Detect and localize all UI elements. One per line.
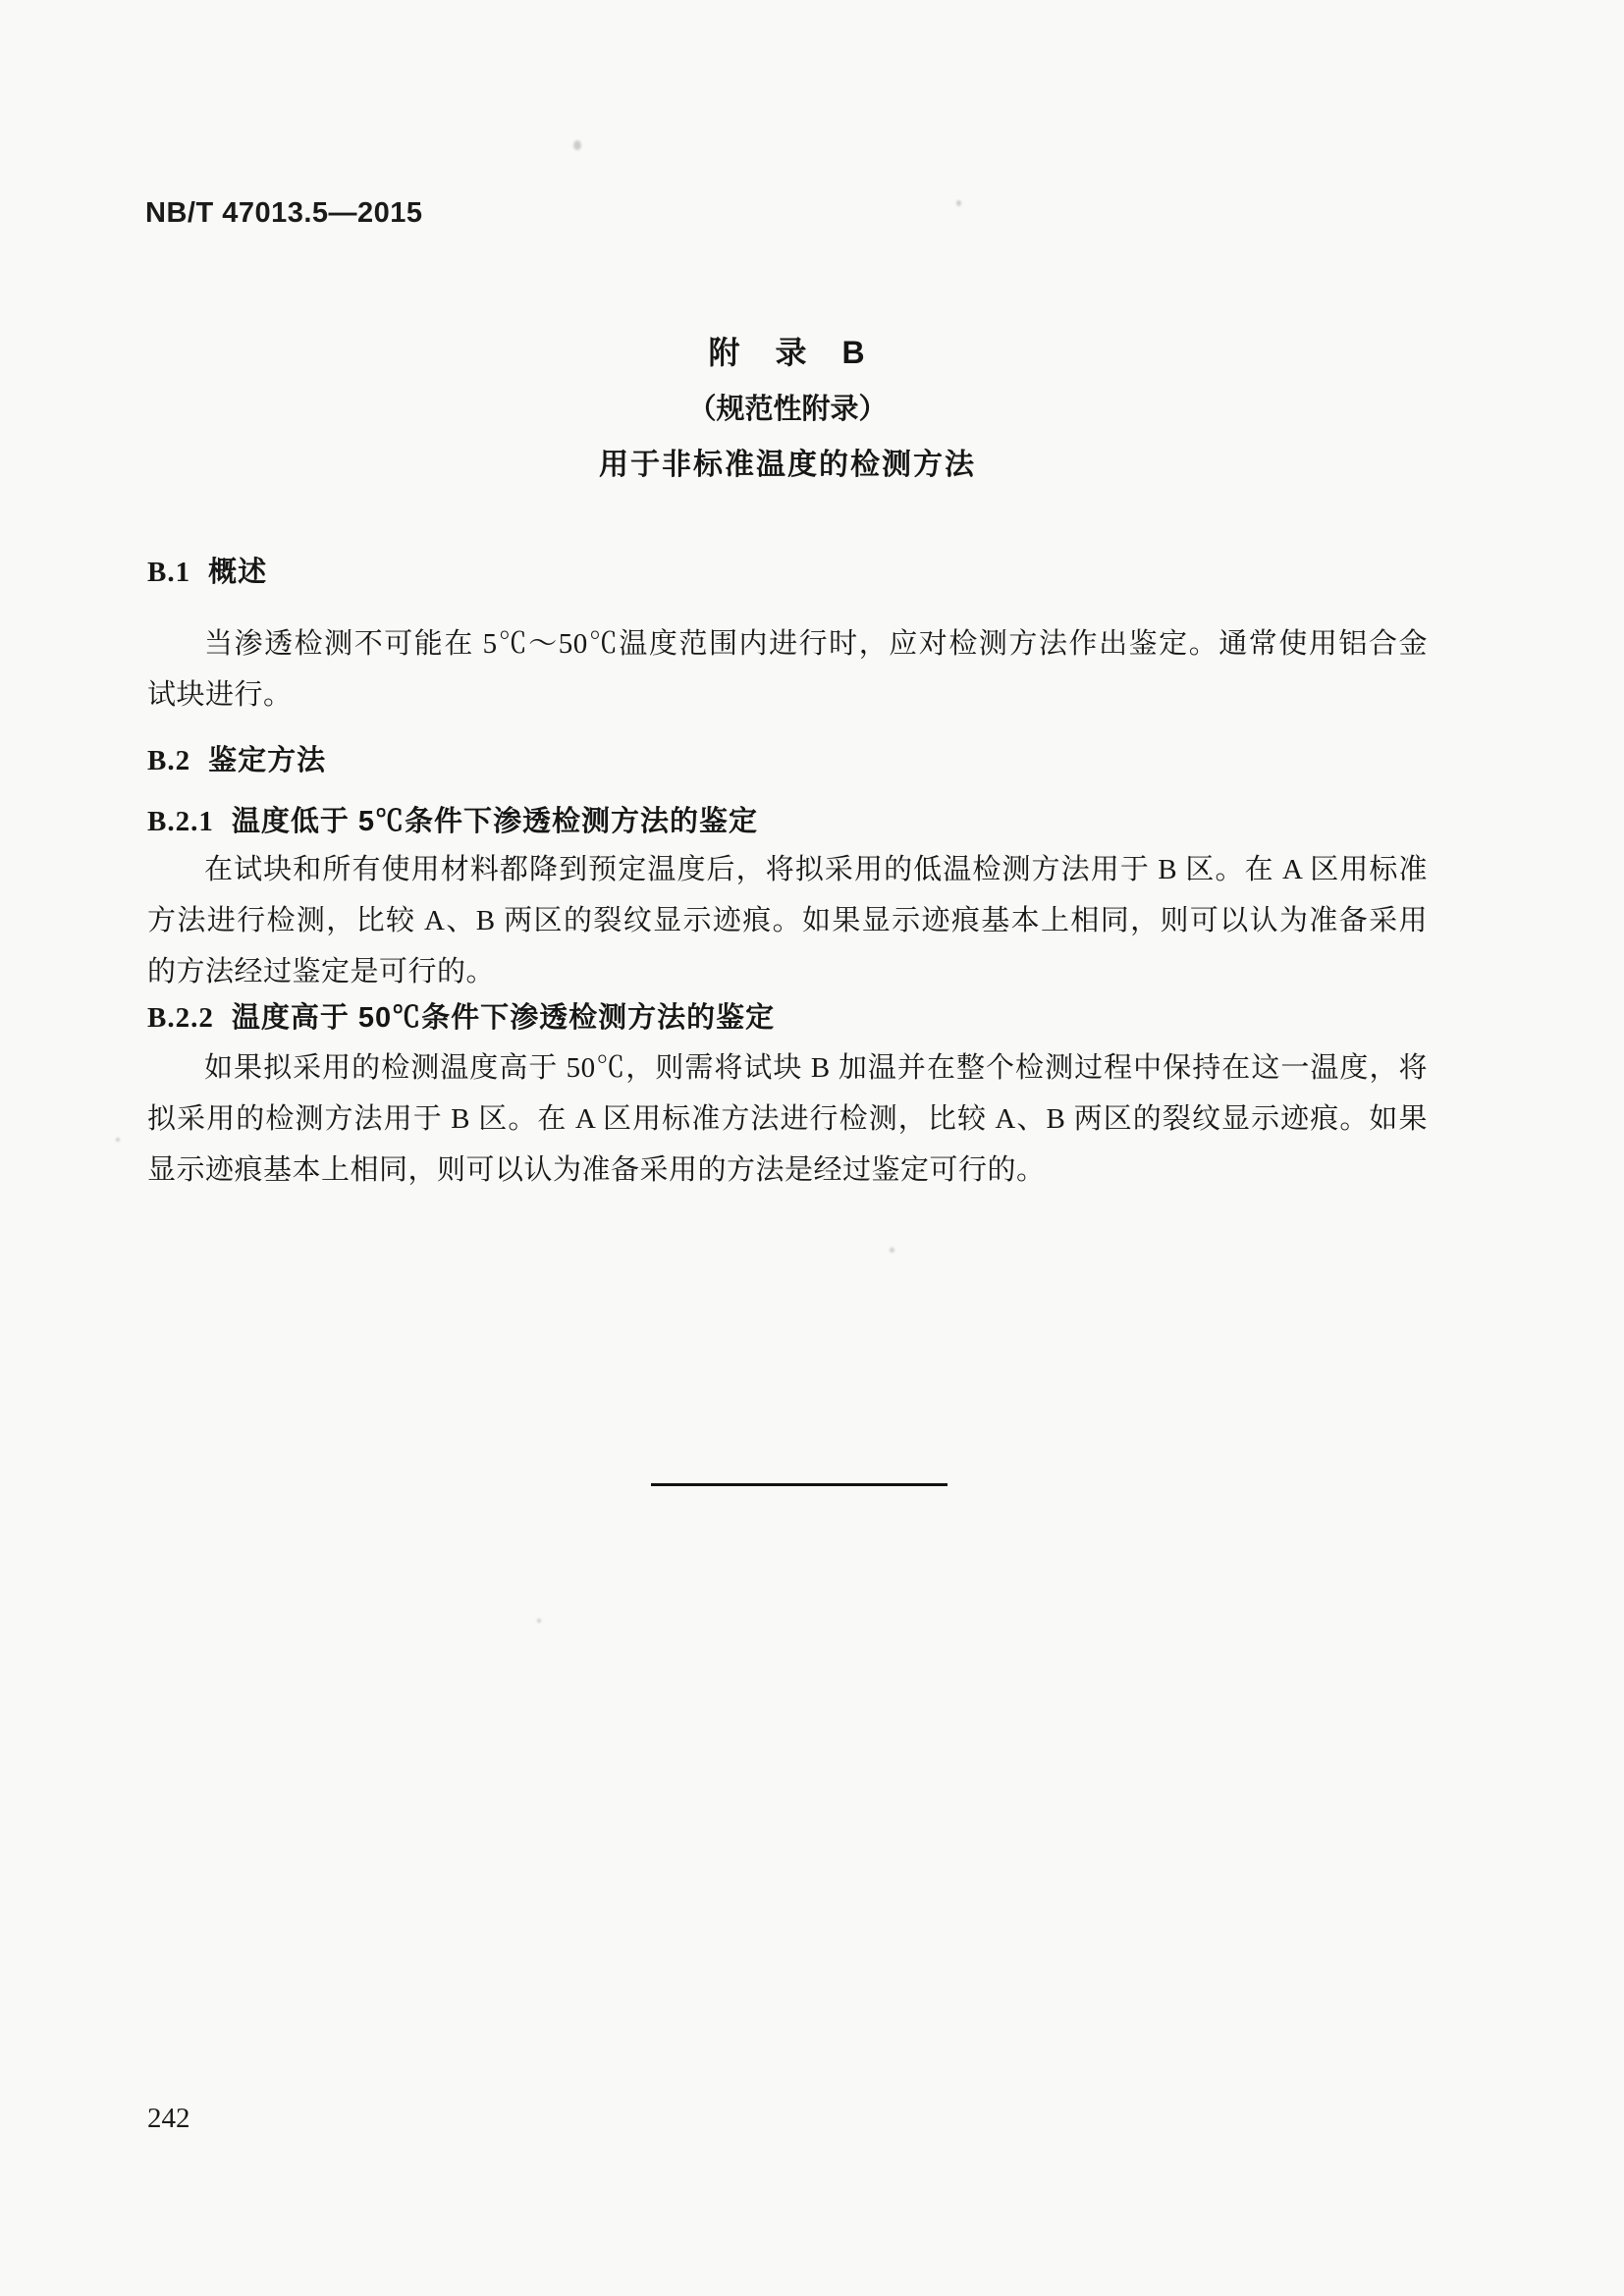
end-of-text-rule	[651, 1483, 947, 1486]
section-heading-b21	[147, 799, 758, 839]
paragraph-b21	[147, 844, 1428, 997]
paragraph-line: 方法进行检测，比较 A、B 两区的裂纹显示迹痕。如果显示迹痕基本上相同，则可以认为准备采用	[147, 905, 1428, 936]
paragraph-line: 拟采用的检测方法用于 B 区。在 A 区用标准方法进行检测，比较 A、B 两区的裂纹显示迹痕。如果	[147, 1103, 1428, 1135]
appendix-subject: 用于非标准温度的检测方法	[599, 449, 976, 481]
section-title: 温度高于 50℃条件下渗透检测方法的鉴定	[231, 1002, 776, 1034]
standard-number-header: NB/T 47013.5—2015	[145, 197, 423, 229]
section-title: 温度低于 5℃条件下渗透检测方法的鉴定	[231, 806, 759, 837]
appendix-subtitle: （规范性附录）	[687, 394, 888, 425]
section-number: B.1	[147, 557, 191, 588]
scan-artifact	[956, 200, 961, 206]
scan-artifact	[573, 140, 581, 150]
section-heading-b2	[147, 738, 326, 778]
scan-artifact	[116, 1138, 120, 1142]
paragraph-line: 如果拟采用的检测温度高于 50℃，则需将试块 B 加温并在整个检测过程中保持在这一温度，将	[204, 1052, 1428, 1084]
section-title: 鉴定方法	[208, 745, 327, 776]
paragraph-b1	[147, 618, 1428, 721]
paragraph-line: 的方法经过鉴定是可行的。	[147, 956, 496, 988]
paragraph-line: 当渗透检测不可能在 5℃～50℃温度范围内进行时，应对检测方法作出鉴定。通常使用铝合金	[204, 628, 1428, 660]
section-number: B.2.2	[147, 1002, 214, 1034]
appendix-title-block	[147, 328, 1428, 483]
paragraph-b22	[147, 1042, 1428, 1196]
section-number: B.2.1	[147, 806, 214, 837]
paragraph-line: 试块进行。	[147, 679, 293, 711]
section-heading-b1	[147, 550, 267, 590]
paragraph-line: 在试块和所有使用材料都降到预定温度后，将拟采用的低温检测方法用于 B 区。在 A 区用标准	[204, 854, 1428, 885]
scan-artifact	[890, 1248, 894, 1253]
scan-artifact	[537, 1619, 541, 1623]
section-number: B.2	[147, 745, 191, 776]
section-heading-b22	[147, 995, 775, 1036]
paragraph-line: 显示迹痕基本上相同，则可以认为准备采用的方法是经过鉴定可行的。	[147, 1154, 1046, 1186]
page-number: 242	[147, 2103, 190, 2134]
appendix-title: 附 录 B	[708, 335, 867, 370]
section-title: 概述	[208, 557, 268, 588]
